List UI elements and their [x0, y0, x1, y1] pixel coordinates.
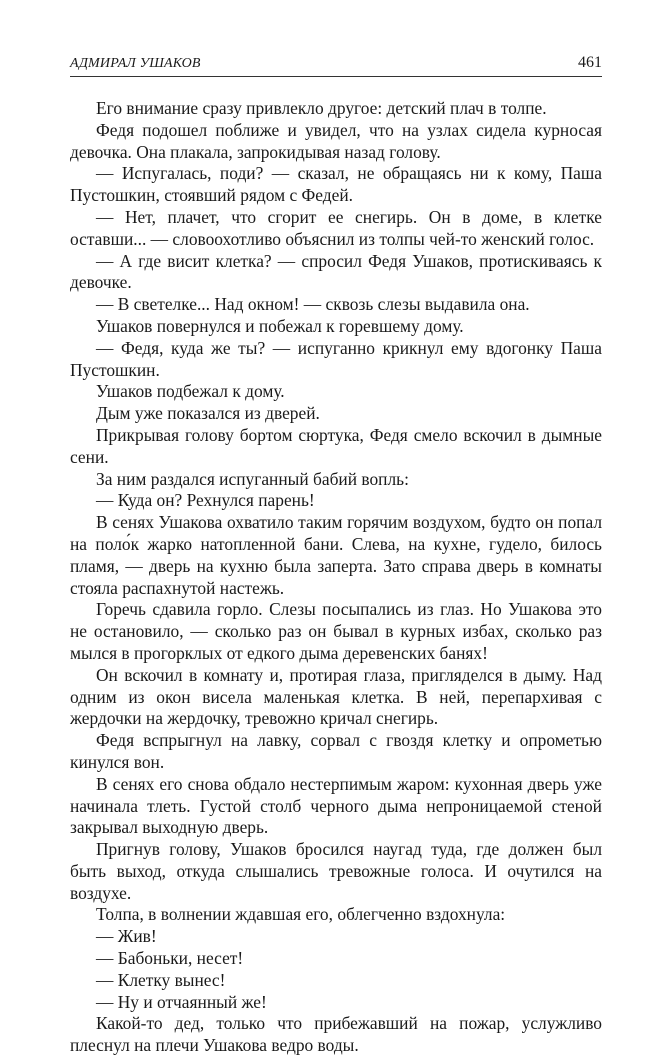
page-number: 461: [578, 54, 602, 71]
paragraph: Толпа, в волнении ждавшая его, облегченно вздохнула:: [96, 904, 506, 925]
paragraph: — Испугалась, поди? — сказал, не обращаясь ни к кому, Паша Пустошкин, стоявший рядом с Федей.: [70, 163, 602, 206]
paragraph: — Куда он? Рехнулся парень!: [96, 490, 315, 511]
paragraph: Прикрывая голову бортом сюртука, Федя смело вскочил в дымные сени.: [70, 424, 602, 467]
paragraph: Его внимание сразу привлекло другое: детский плач в толпе.: [96, 98, 547, 118]
paragraph: Горечь сдавила горло. Слезы посыпались из глаз. Но Ушакова это не остановило, — сколько раз он бывал в курных избах, сколько раз мылся в прогорклых от едкого дыма деревенских банях!: [70, 599, 602, 663]
paragraph: Федя вспрыгнул на лавку, сорвал с гвоздя клетку и опрометью кинулся вон.: [70, 730, 602, 772]
paragraph: За ним раздался испуганный бабий вопль:: [96, 468, 409, 489]
paragraph: — Федя, куда же ты? — испуганно крикнул ему вдогонку Паша Пустошкин.: [70, 337, 602, 380]
paragraph: — Нет, плачет, что сгорит ее снегирь. Он в доме, в клетке оставши... — словоохотливо объяснил из толпы чей-то женский голос.: [70, 206, 602, 249]
paragraph: Дым уже показался из дверей.: [96, 403, 320, 424]
paragraph: Ушаков повернулся и побежал к горевшему дому.: [96, 315, 464, 336]
body-text: [70, 98, 602, 1057]
paragraph: Он вскочил в комнату и, протирая глаза, пригляделся в дыму. Над одним из окон висела маленькая клетка. В ней, перепархивая с жердочки на жердочку, тревожно кричал снегирь.: [70, 664, 602, 729]
paragraph: Какой-то дед, только что прибежавший на пожар, услужливо плеснул на плечи Ушакова ведро воды.: [70, 1013, 602, 1056]
paragraph: Федя подошел поближе и увидел, что на узлах сидела курносая девочка. Она плакала, запрокидывая назад голову.: [70, 119, 602, 162]
paragraph: — А где висит клетка? — спросил Федя Ушаков, протискиваясь к девочке.: [70, 250, 602, 293]
paragraph: Ушаков подбежал к дому.: [96, 381, 285, 402]
paragraph: — В светелке... Над окном! — сквозь слезы выдавила она.: [96, 294, 530, 315]
paragraph: — Жив!: [96, 926, 157, 947]
running-header: [70, 52, 602, 77]
running-header-title: АДМИРАЛ УШАКОВ: [70, 56, 201, 71]
paragraph: В сенях его снова обдало нестерпимым жаром: кухонная дверь уже начинала тлеть. Густой столб черного дыма непроницаемой стеной закрывал выходную дверь.: [70, 773, 602, 838]
paragraph: Пригнув голову, Ушаков бросился наугад туда, где должен был быть выход, откуда слышались тревожные голоса. И очутился на воздухе.: [70, 839, 602, 903]
paragraph: — Ну и отчаянный же!: [96, 991, 267, 1012]
paragraph: — Бабоньки, несет!: [96, 948, 244, 969]
paragraph: В сенях Ушакова охватило таким горячим воздухом, будто он попал на поло́к жарко натопленной бани. Слева, на кухне, гудело, билось пламя, — дверь на кухню была заперта. Зато справа дверь в комнаты стояла распахнутой настежь.: [70, 512, 602, 598]
paragraph: — Клетку вынес!: [96, 969, 226, 990]
